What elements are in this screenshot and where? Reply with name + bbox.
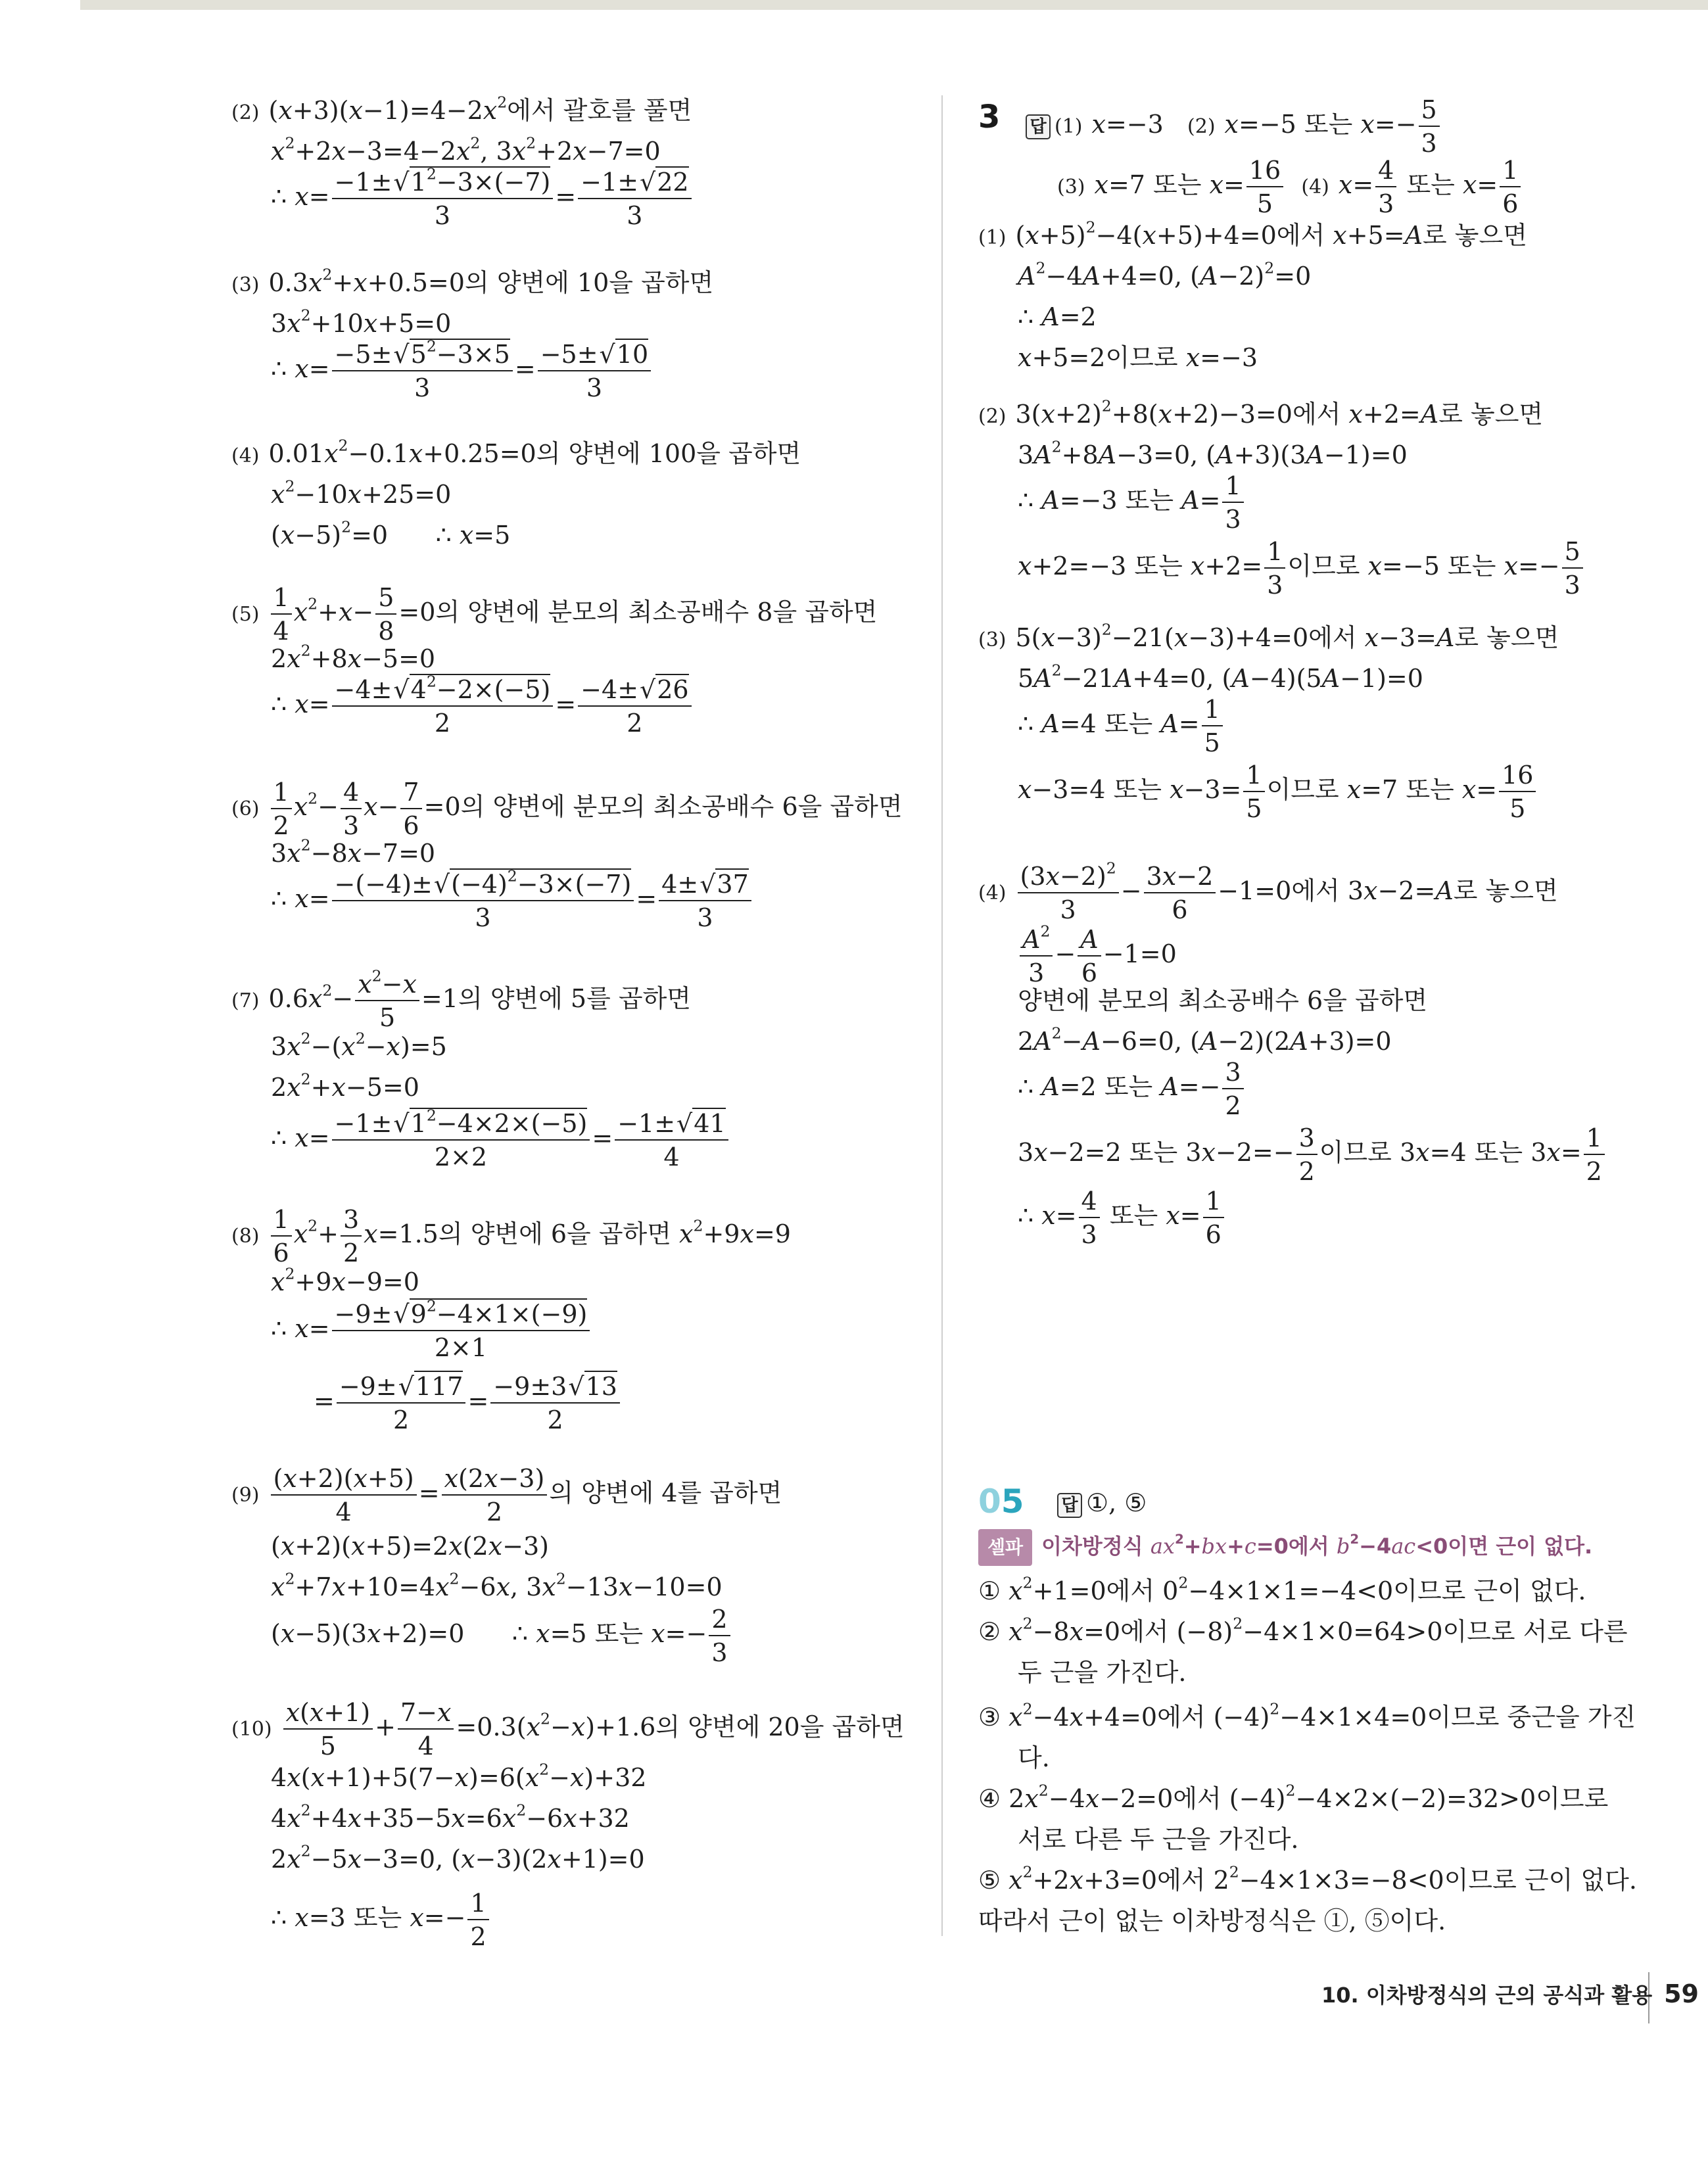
p5-line1: (5) $\frac{1}{4}$ $x^2+x-$ $\frac{5}{8}$ =0의 양변에 분모의 최소공배수 8을 곱하면 xyxy=(231,583,878,646)
s1-tail: 로 놓으면 xyxy=(1423,221,1527,250)
p10-label: (10) xyxy=(231,1718,272,1741)
also-text: 또는 xyxy=(1104,709,1153,738)
also-text: 또는 xyxy=(1447,552,1496,580)
s1-mid: 에서 xyxy=(1276,221,1325,250)
p4-line2: $x^2-10x+25=0$ xyxy=(271,477,452,509)
item-mark: ① xyxy=(978,1576,1001,1605)
s3-line4: x−3=4 또는 x−3= $\frac{1}{5}$ 이므로 x=7 또는 x= $\frac{16}{5}$ xyxy=(1018,763,1538,821)
s3-line2: $5A^2-21A+4=0$, (A−4)(5A−1)=0 xyxy=(1018,661,1423,693)
p7-line4: ∴ x= $\frac{-1\pm√1^2-4\times 2\times(-5)}{2\times 2}$ = $\frac{-1\pm√41}{4}$ xyxy=(271,1111,730,1170)
s4-mid: 에서 xyxy=(1291,876,1340,905)
q05-item-3: ③ $x^2-4x+4=0$에서 $(-4)^2-4\times 1\times 4=0$이므로 중근을 가진 xyxy=(978,1699,1636,1732)
q05-number xyxy=(978,1482,1024,1521)
p3-label: (3) xyxy=(231,273,260,296)
also-text: 또는 xyxy=(1129,1138,1178,1167)
item-tail: 이므로 중근을 가진 xyxy=(1427,1703,1636,1732)
s2-line3: ∴ A=−3 또는 A= $\frac{1}{3}$ xyxy=(1018,473,1246,532)
q05-answer-text: ①, ⑤ xyxy=(1086,1488,1147,1517)
item-mid: 에서 xyxy=(1173,1784,1222,1813)
selpa-line: 셀파 이차방정식 $ax^2+bx+c=0$에서 $b^2-4ac<0$이면 근이 없다. xyxy=(978,1528,1592,1566)
s4-line3: 양변에 분모의 최소공배수 6을 곱하면 xyxy=(1018,986,1428,1015)
item-mark: ② xyxy=(978,1617,1001,1646)
q3-answer-line1: 답 (1) x=−3 (2) x=−5 또는 x=− $\frac{5}{3}$ xyxy=(1026,97,1442,156)
also-text: 또는 xyxy=(1406,170,1455,199)
also-text: 또는 xyxy=(1406,775,1454,804)
p7-text: 의 양변에 5를 곱하면 xyxy=(458,984,692,1013)
p9-line4: (x−5)(3x+2)=0 ∴ x=5 또는 x=− $\frac{2}{3}$ xyxy=(271,1607,732,1665)
also-text: 또는 xyxy=(1125,486,1174,515)
dap-badge: 답 xyxy=(1026,114,1051,139)
s1-label: (1) xyxy=(978,226,1007,249)
s2-line1: (2) $3(x+2)^2+8(x+2)-3=0$에서 x+2=A로 놓으면 xyxy=(978,396,1544,429)
p10-line1: (10) $\frac{x(x+1)}{5}$ + $\frac{7-x}{4}$ $=0.3(x^2-x)+1.6$의 양변에 20을 곱하면 xyxy=(231,1698,905,1760)
p6-line3: ∴ x= $\frac{-(-4)\pm√(-4)^2-3\times(-7)}{3}$ = $\frac{4\pm√37}{3}$ xyxy=(271,872,753,930)
q05-item-4-cont: 서로 다른 두 근을 가진다. xyxy=(1018,1825,1299,1854)
p9-line3: $x^2+7x+10=4x^2-6x$, $3x^2-13x-10=0$ xyxy=(271,1569,723,1601)
q05-num-b: 5 xyxy=(1001,1482,1024,1521)
item-tail: 이므로 근이 없다. xyxy=(1444,1866,1637,1895)
s4-tail: 로 놓으면 xyxy=(1453,876,1558,905)
p10-line3: $4x^2+4x+35-5x=6x^2-6x+32$ xyxy=(271,1801,630,1833)
q05-item-2: ② $x^2-8x=0$에서 $(-8)^2-4\times 1\times 0=64>0$이므로 서로 다른 xyxy=(978,1614,1628,1646)
q3-number: 3 xyxy=(978,99,1001,135)
q05-item-2-cont: 두 근을 가진다. xyxy=(1018,1658,1187,1687)
p10-also: 또는 xyxy=(353,1903,402,1932)
s2-label: (2) xyxy=(978,405,1007,428)
p9-text: 의 양변에 4를 곱하면 xyxy=(549,1478,782,1507)
s2-mid: 에서 xyxy=(1292,400,1341,429)
item-mark: ⑤ xyxy=(978,1866,1001,1895)
s3-label: (3) xyxy=(978,628,1007,651)
q3-answer-line2: (3) x=7 또는 x= $\frac{16}{5}$ (4) x= $\frac{4}{3}$ 또는 x= $\frac{1}{6}$ xyxy=(1057,158,1523,216)
p5-line3: ∴ x= $\frac{-4\pm√4^2-2\times(-5)}{2}$ = $\frac{-4\pm√26}{2}$ xyxy=(271,677,694,736)
p5-line2: $2x^2+8x-5=0$ xyxy=(271,641,436,673)
p7-label: (7) xyxy=(231,989,260,1012)
item-tail: 이므로 서로 다른 xyxy=(1442,1617,1628,1646)
selpa-badge: 셀파 xyxy=(978,1529,1032,1566)
item-tail: 이므로 근이 없다. xyxy=(1393,1576,1586,1605)
p2-label: (2) xyxy=(231,101,260,124)
p4-line1: (4) $0.01x^2-0.1x+0.25=0$의 양변에 100을 곱하면 xyxy=(231,436,801,468)
s4-l5tail: 이므로 xyxy=(1319,1138,1392,1167)
p9-label: (9) xyxy=(231,1484,260,1507)
p3-line2: $3x^2+10x+5=0$ xyxy=(271,306,452,338)
column-divider xyxy=(941,95,943,1936)
page-footer xyxy=(1321,1979,1699,2009)
q05-item-4: ④ $2x^2-4x-2=0$에서 $(-4)^2-4\times 2\times(-2)=32>0$이므로 xyxy=(978,1781,1609,1813)
s2-tail: 로 놓으면 xyxy=(1438,400,1544,429)
p5-label: (5) xyxy=(231,603,260,626)
p8-line1: (8) $\frac{1}{6}$ $x^2+$ $\frac{3}{2}$ x=1.5의 양변에 6을 곱하면 $x^2+9x=9$ xyxy=(231,1205,791,1267)
p6-line2: $3x^2-8x-7=0$ xyxy=(271,836,436,868)
s3-line3: ∴ A=4 또는 A= $\frac{1}{5}$ xyxy=(1018,697,1225,755)
s3-l4tail: 이므로 xyxy=(1266,775,1339,804)
p2-line1: (2) $(x+3)(x-1)=4-2x^2$에서 괄호를 풀면 xyxy=(231,93,692,125)
also-text: 또는 xyxy=(1474,1138,1523,1167)
selpa-mid: 에서 xyxy=(1288,1534,1329,1559)
p2-line2: $x^2+2x-3=4-2x^2$, $3x^2+2x-7=0$ xyxy=(271,133,661,166)
s4-line5: ∴ A=2 또는 A=− $\frac{3}{2}$ xyxy=(1018,1060,1246,1118)
p3-line1: (3) $0.3x^2+x+0.5=0$의 양변에 10을 곱하면 xyxy=(231,265,714,297)
p4-label: (4) xyxy=(231,444,260,467)
s4-line6: 3x−2=2 또는 3x−2=− $\frac{3}{2}$ 이므로 3x=4 또는 3x= $\frac{1}{2}$ xyxy=(1018,1125,1607,1184)
s2-l4tail: 이므로 xyxy=(1287,552,1360,580)
item-mid: 에서 xyxy=(1157,1866,1206,1895)
p4-line3: $(x-5)^2=0$ ∴ x=5 xyxy=(271,517,511,550)
p10-line2: $4x(x+1)+5(7-x)=6(x^2-x)+32$ xyxy=(271,1760,647,1792)
p9-also: 또는 xyxy=(594,1619,644,1648)
p9-line1: (9) $\frac{(x+2)(x+5)}{4}$ = $\frac{x(2x-3)}{2}$ 의 양변에 4를 곱하면 xyxy=(231,1464,782,1526)
p7-line1: (7) $0.6x^2-$ $\frac{x^2-x}{5}$ =1의 양변에 5를 곱하면 xyxy=(231,966,692,1032)
s3-mid: 에서 xyxy=(1308,623,1357,652)
also-text: 또는 xyxy=(1153,170,1202,199)
s1-line3: ∴ A=2 xyxy=(1018,302,1097,331)
s2-line4: x+2=−3 또는 x+2= $\frac{1}{3}$ 이므로 x=−5 또는 x=− $\frac{5}{3}$ xyxy=(1018,539,1585,598)
q05-item-3-cont: 다. xyxy=(1018,1743,1050,1772)
p2-line3: ∴ x= $\frac{-1\pm√1^2-3\times(-7)}{3}$ = $\frac{-1\pm√22}{3}$ xyxy=(271,170,694,228)
q05-num-a: 0 xyxy=(978,1482,1001,1521)
s4-line4: $2A^2-A-6=0$, (A−2)(2A+3)=0 xyxy=(1018,1024,1392,1056)
p7-line3: $2x^2+x-5=0$ xyxy=(271,1070,419,1102)
p3-text: 의 양변에 10을 곱하면 xyxy=(464,268,714,297)
also-text: 또는 xyxy=(1304,110,1353,139)
p6-line1: (6) $\frac{1}{2}$ $x^2-$ $\frac{4}{3}$ x− $\frac{7}{6}$ =0의 양변에 분모의 최소공배수 6을 곱하면 xyxy=(231,778,903,840)
dap-badge: 답 xyxy=(1057,1493,1082,1518)
q05-item-1: ① $x^2+1=0$에서 $0^2-4\times 1\times 1=-4<0$이므로 근이 없다. xyxy=(978,1573,1586,1605)
s4-line1: (4) $\frac{(3x-2)^2}{3}$ − $\frac{3x-2}{6}$ −1=0에서 3x−2=A로 놓으면 xyxy=(978,859,1558,924)
p6-label: (6) xyxy=(231,797,260,820)
item-mark: ③ xyxy=(978,1703,1001,1732)
chapter-title: 10. 이차방정식의 근의 공식과 활용 xyxy=(1321,1983,1653,2008)
s3-line1: (3) $5(x-3)^2-21(x-3)+4=0$에서 x−3=A로 놓으면 xyxy=(978,620,1559,652)
item-tail: 이므로 xyxy=(1536,1784,1609,1813)
p9-line2: (x+2)(x+5)=2x(2x−3) xyxy=(271,1532,549,1561)
p8-label: (8) xyxy=(231,1225,260,1248)
s4-line2: $\frac{A^2}{3}$ − $\frac{A}{6}$ −1=0 xyxy=(1018,927,1177,985)
p8-text: 의 양변에 6을 곱하면 xyxy=(438,1219,671,1248)
s4-line7: ∴ x= $\frac{4}{3}$ 또는 x= $\frac{1}{6}$ xyxy=(1018,1189,1226,1247)
top-bar xyxy=(80,0,1708,10)
p8-line2: $x^2+9x-9=0$ xyxy=(271,1264,419,1296)
also-text: 또는 xyxy=(1134,552,1183,580)
p10-line4: $2x^2-5x-3=0$, (x−3)(2x+1)=0 xyxy=(271,1841,645,1874)
q05-answer xyxy=(1057,1486,1147,1520)
also-text: 또는 xyxy=(1109,1201,1158,1230)
p10-line5: ∴ x=3 또는 x=− $\frac{1}{2}$ xyxy=(271,1891,491,1949)
q05-item-5: ⑤ $x^2+2x+3=0$에서 $2^2-4\times 1\times 3=-8<0$이므로 근이 없다. xyxy=(978,1862,1637,1895)
item-mid: 에서 xyxy=(1106,1576,1155,1605)
item-mid: 에서 xyxy=(1120,1617,1169,1646)
p5-text: 의 양변에 분모의 최소공배수 8을 곱하면 xyxy=(435,598,878,626)
s1-line4: x+5=2이므로 x=−3 xyxy=(1018,343,1258,372)
p3-line3: ∴ x= $\frac{-5\pm√5^2-3\times 5}{3}$ = $\frac{-5\pm√10}{3}$ xyxy=(271,342,653,400)
s1-line1: (1) $(x+5)^2-4(x+5)+4=0$에서 x+5=A로 놓으면 xyxy=(978,218,1527,250)
s4-label: (4) xyxy=(978,882,1007,905)
page-number: 59 xyxy=(1664,1979,1699,2008)
p4-text: 의 양변에 100을 곱하면 xyxy=(536,439,801,468)
s3-tail: 로 놓으면 xyxy=(1454,623,1559,652)
p10-text: 의 양변에 20을 곱하면 xyxy=(655,1713,905,1741)
p2-text: 에서 괄호를 풀면 xyxy=(507,96,692,125)
p8-line4: = $\frac{-9\pm√117}{2}$ = $\frac{-9\pm 3√13}{2}$ xyxy=(314,1374,622,1432)
q05-conclusion: 따라서 근이 없는 이차방정식은 ①, ⑤이다. xyxy=(978,1906,1446,1935)
selpa-pre: 이차방정식 xyxy=(1041,1534,1143,1559)
selpa-tail: 이면 근이 없다. xyxy=(1448,1534,1593,1559)
p8-line3: ∴ x= $\frac{-9\pm√9^2-4\times 1\times(-9)}{2\times 1}$ xyxy=(271,1302,592,1360)
s1-l4tail: 이므로 xyxy=(1105,343,1178,372)
item-mark: ④ xyxy=(978,1784,1001,1813)
also-text: 또는 xyxy=(1104,1072,1153,1101)
p6-text: 의 양변에 분모의 최소공배수 6을 곱하면 xyxy=(460,792,903,821)
s2-line2: $3A^2+8A-3=0$, (A+3)(3A−1)=0 xyxy=(1018,437,1408,469)
item-mid: 에서 xyxy=(1157,1703,1206,1732)
s1-line2: $A^2-4A+4=0$, $(A-2)^2=0$ xyxy=(1018,258,1312,291)
p7-line2: $3x^2-(x^2-x)=5$ xyxy=(271,1029,447,1061)
also-text: 또는 xyxy=(1113,775,1162,804)
